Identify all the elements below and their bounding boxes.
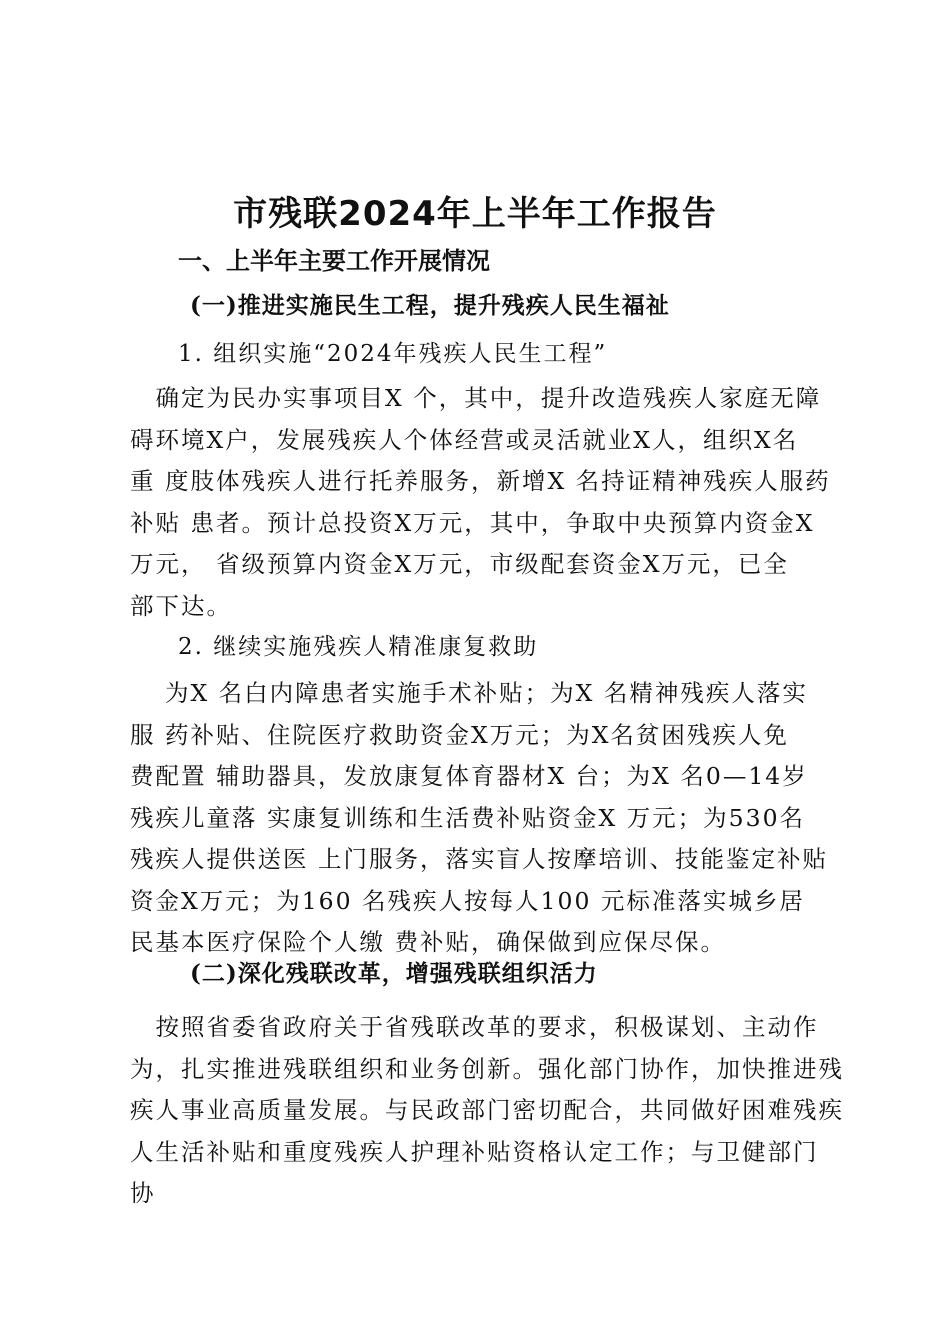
text-line: 人生活补贴和重度残疾人护理补贴资格认定工作；与卫健部门 bbox=[130, 1137, 819, 1166]
document-title: 市残联2024年上半年工作报告 bbox=[233, 194, 717, 234]
text-line: 补贴 患者。预计总投资X万元，其中，争取中央预算内资金X bbox=[130, 508, 815, 537]
text-line: 费配置 辅助器具，发放康复体育器材X 台；为X 名0—14岁 bbox=[130, 762, 808, 790]
paragraph-3 bbox=[130, 1007, 842, 1215]
paragraph-2 bbox=[130, 673, 842, 964]
text-line: 民基本医疗保险个人缴 费补贴，确保做到应保尽保。 bbox=[130, 928, 726, 956]
text-line: 碍环境X户，发展残疾人个体经营或灵活就业X人，组织X名 bbox=[130, 425, 799, 454]
text-line: 确定为民办实事项目X 个，其中，提升改造残疾人家庭无障 bbox=[130, 384, 822, 412]
text-line: 万元， 省级预算内资金X万元，市级配套资金X万元，已全 bbox=[130, 550, 789, 578]
item-heading-2: 2. 继续实施残疾人精准康复救助 bbox=[178, 634, 539, 660]
text-line: 重 度肢体残疾人进行托养服务，新增X 名持证精神残疾人服药 bbox=[130, 467, 831, 495]
subsection-heading-1: (一)推进实施民生工程，提升残疾人民生福祉 bbox=[190, 292, 670, 319]
text-line: 服 药补贴、住院医疗救助资金X万元；为X名贫困残疾人免 bbox=[130, 720, 789, 749]
text-line: 协 bbox=[130, 1179, 156, 1207]
item-heading-1: 1. 组织实施“2024年残疾人民生工程” bbox=[178, 341, 608, 367]
text-line: 为，扎实推进残联组织和业务创新。强化部门协作，加快推进残 bbox=[130, 1054, 844, 1083]
section-heading-1: 一、上半年主要工作开展情况 bbox=[178, 247, 490, 275]
text-line: 资金X万元；为160 名残疾人按每人100 元标准落实城乡居 bbox=[130, 886, 805, 915]
paragraph-1 bbox=[130, 378, 842, 627]
subsection-heading-2: (二)深化残联改革，增强残联组织活力 bbox=[190, 960, 598, 987]
text-line: 疾人事业高质量发展。与民政部门密切配合，共同做好困难残疾 bbox=[130, 1096, 844, 1124]
text-line: 残疾人提供送医 上门服务，落实盲人按摩培训、技能鉴定补贴 bbox=[130, 845, 828, 873]
text-line: 按照省委省政府关于省残联改革的要求，积极谋划、主动作 bbox=[130, 1013, 819, 1041]
text-line: 残疾儿童落 实康复训练和生活费补贴资金X 万元；为530名 bbox=[130, 803, 806, 832]
text-line: 部下达。 bbox=[130, 591, 232, 620]
text-line: 为X 名白内障患者实施手术补贴；为X 名精神残疾人落实 bbox=[130, 679, 808, 707]
